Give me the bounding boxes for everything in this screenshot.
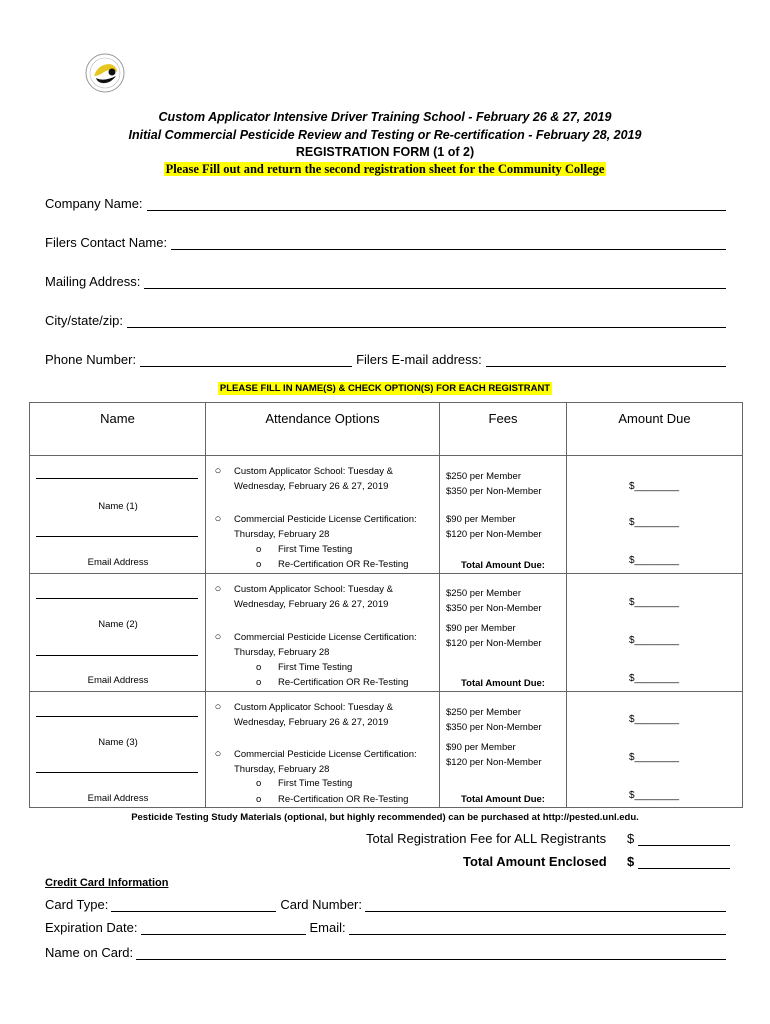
sub-bullet-icon[interactable]: o xyxy=(256,677,262,688)
amount-cell xyxy=(567,574,743,692)
option-pesticide-license[interactable] xyxy=(212,747,440,777)
header-fees xyxy=(440,403,567,456)
option-pesticide-license-text: Commercial Pesticide License Certification: Thursday, February 28 xyxy=(234,749,417,775)
fees-cell xyxy=(440,692,567,808)
suboption-recertification[interactable] xyxy=(256,675,408,690)
name-on-card-label: Name on Card: xyxy=(45,945,134,960)
amount-cell xyxy=(567,692,743,808)
registration-table xyxy=(29,402,743,808)
expiration-email-row xyxy=(45,920,726,935)
fee-member: $250 per Member xyxy=(446,471,521,482)
card-type-label: Card Type: xyxy=(45,897,109,912)
header-name-text: Name xyxy=(100,411,135,426)
table-row xyxy=(30,692,743,808)
total-amount-due-label: Total Amount Due: xyxy=(461,678,545,689)
option-pesticide-license[interactable] xyxy=(212,512,440,542)
filer-contact-field[interactable] xyxy=(45,235,726,250)
name-cell xyxy=(30,692,206,808)
attendance-cell xyxy=(206,456,440,574)
header-line-1: Custom Applicator Intensive Driver Training School - February 26 & 27, 2019 xyxy=(158,110,612,124)
fee-pesticide-license xyxy=(446,513,542,542)
sub-bullet-icon[interactable]: o xyxy=(256,794,262,805)
phone-line[interactable] xyxy=(140,353,352,367)
option-custom-applicator[interactable] xyxy=(212,700,440,730)
fee-member: $90 per Member xyxy=(446,623,516,634)
company-name-line[interactable] xyxy=(147,197,726,211)
radio-circle-icon[interactable]: ○ xyxy=(214,748,222,760)
header-name xyxy=(30,403,206,456)
credit-card-title: Credit Card Information xyxy=(45,877,169,889)
suboption-recertification-text: Re-Certification OR Re-Testing xyxy=(278,677,409,688)
option-custom-applicator-text: Custom Applicator School: Tuesday & Wednesday, February 26 & 27, 2019 xyxy=(234,584,393,610)
table-row xyxy=(30,574,743,692)
amount-field[interactable]: $________ xyxy=(628,517,680,528)
total-registration-fee-field[interactable] xyxy=(627,831,730,846)
mailing-address-line[interactable] xyxy=(144,275,726,289)
suboption-first-time[interactable] xyxy=(256,776,352,791)
total-enclosed-label: Total Amount Enclosed xyxy=(463,854,607,869)
email-caption: Email Address xyxy=(87,793,149,804)
city-state-zip-label: City/state/zip: xyxy=(45,313,124,328)
total-amount-field[interactable]: $________ xyxy=(628,555,680,566)
fee-member: $90 per Member xyxy=(446,514,516,525)
option-custom-applicator-text: Custom Applicator School: Tuesday & Wednesday, February 26 & 27, 2019 xyxy=(234,466,393,492)
radio-circle-icon[interactable]: ○ xyxy=(214,631,222,643)
amount-field[interactable]: $________ xyxy=(628,635,680,646)
amount-field[interactable]: $________ xyxy=(628,597,680,608)
fee-non-member: $120 per Non-Member xyxy=(446,756,542,768)
fee-pesticide-license xyxy=(446,622,542,651)
header-instruction xyxy=(0,162,770,177)
name-on-card-line[interactable] xyxy=(136,946,726,960)
suboption-recertification-text: Re-Certification OR Re-Testing xyxy=(278,794,409,805)
header-amount-due xyxy=(567,403,743,456)
total-registration-fee-label: Total Registration Fee for ALL Registrants xyxy=(366,831,607,846)
study-materials-note: Pesticide Testing Study Materials (optional, but highly recommended) can be purchased at http://pested.unl.edu. xyxy=(131,812,639,823)
email-line[interactable] xyxy=(36,655,198,656)
name-line[interactable] xyxy=(36,716,198,717)
email-caption: Email Address xyxy=(87,675,149,686)
sub-bullet-icon[interactable]: o xyxy=(256,544,262,555)
organization-seal-logo xyxy=(84,52,126,94)
amount-field[interactable]: $________ xyxy=(628,481,680,492)
mailing-address-field[interactable] xyxy=(45,274,726,289)
filer-email-label: Filers E-mail address: xyxy=(356,352,482,367)
name-caption: Name (2) xyxy=(98,619,138,630)
fee-non-member: $350 per Non-Member xyxy=(446,721,542,733)
option-custom-applicator[interactable] xyxy=(212,582,440,612)
option-custom-applicator-text: Custom Applicator School: Tuesday & Wednesday, February 26 & 27, 2019 xyxy=(234,702,393,728)
header-attendance-text: Attendance Options xyxy=(265,411,380,426)
amount-field[interactable]: $________ xyxy=(628,714,680,725)
header-fees-text: Fees xyxy=(488,411,518,426)
option-pesticide-license[interactable] xyxy=(212,630,440,660)
option-custom-applicator[interactable] xyxy=(212,464,440,494)
name-caption: Name (1) xyxy=(98,501,138,512)
phone-label: Phone Number: xyxy=(45,352,137,367)
table-header-row xyxy=(30,403,743,456)
fees-cell xyxy=(440,574,567,692)
company-name-label: Company Name: xyxy=(45,196,143,211)
total-amount-field[interactable]: $________ xyxy=(628,673,680,684)
fee-member: $250 per Member xyxy=(446,588,521,599)
radio-circle-icon[interactable]: ○ xyxy=(214,701,222,713)
card-type-number-row xyxy=(45,897,726,912)
card-email-label: Email: xyxy=(309,920,346,935)
total-amount-due-label: Total Amount Due: xyxy=(461,560,545,571)
attendance-cell xyxy=(206,692,440,808)
card-type-line[interactable] xyxy=(111,898,276,912)
radio-circle-icon[interactable]: ○ xyxy=(214,583,222,595)
email-line[interactable] xyxy=(36,772,198,773)
company-name-field[interactable] xyxy=(45,196,726,211)
suboption-first-time-text: First Time Testing xyxy=(278,662,353,673)
fee-custom-applicator xyxy=(446,706,542,735)
suboption-recertification[interactable] xyxy=(256,792,408,807)
email-caption: Email Address xyxy=(87,557,149,568)
mailing-address-label: Mailing Address: xyxy=(45,274,141,289)
total-amount-due-label: Total Amount Due: xyxy=(461,794,545,805)
expiration-label: Expiration Date: xyxy=(45,920,138,935)
phone-email-field[interactable] xyxy=(45,352,726,367)
option-pesticide-license-text: Commercial Pesticide License Certification: Thursday, February 28 xyxy=(234,514,417,540)
name-cell xyxy=(30,456,206,574)
filer-contact-line[interactable] xyxy=(171,236,726,250)
name-line[interactable] xyxy=(36,598,198,599)
email-line[interactable] xyxy=(36,536,198,537)
total-enclosed-field[interactable] xyxy=(627,854,730,869)
attendance-cell xyxy=(206,574,440,692)
name-line[interactable] xyxy=(36,478,198,479)
fee-member: $90 per Member xyxy=(446,742,516,753)
dollar-sign: $ xyxy=(627,854,635,869)
name-caption: Name (3) xyxy=(98,737,138,748)
suboption-first-time-text: First Time Testing xyxy=(278,778,353,789)
header-instruction-text: Please Fill out and return the second registration sheet for the Community College xyxy=(165,162,605,176)
sub-bullet-icon[interactable]: o xyxy=(256,559,262,570)
fee-custom-applicator xyxy=(446,587,542,616)
suboption-recertification-text: Re-Certification OR Re-Testing xyxy=(278,559,409,570)
total-amount-field[interactable]: $________ xyxy=(628,790,680,801)
card-email-line[interactable] xyxy=(349,921,726,935)
dollar-sign: $ xyxy=(627,831,635,846)
fee-pesticide-license xyxy=(446,741,542,770)
suboption-first-time[interactable] xyxy=(256,660,352,675)
header-amount-due-text: Amount Due xyxy=(618,411,691,426)
amount-field[interactable]: $________ xyxy=(628,752,680,763)
registrant-notice xyxy=(0,383,770,394)
city-state-zip-line[interactable] xyxy=(127,314,726,328)
fees-cell xyxy=(440,456,567,574)
fee-non-member: $120 per Non-Member xyxy=(446,637,542,649)
suboption-first-time-text: First Time Testing xyxy=(278,544,353,555)
fee-custom-applicator xyxy=(446,470,542,499)
filer-email-line[interactable] xyxy=(486,353,726,367)
fee-non-member: $350 per Non-Member xyxy=(446,485,542,497)
option-pesticide-license-text: Commercial Pesticide License Certification: Thursday, February 28 xyxy=(234,632,417,658)
total-registration-fee-line[interactable] xyxy=(638,833,730,846)
header-line-2: Initial Commercial Pesticide Review and Testing or Re-certification - February 28, 2019 xyxy=(128,128,642,142)
radio-circle-icon[interactable]: ○ xyxy=(214,513,222,525)
suboption-recertification[interactable] xyxy=(256,557,408,572)
fee-member: $250 per Member xyxy=(446,707,521,718)
expiration-line[interactable] xyxy=(141,921,306,935)
card-number-line[interactable] xyxy=(365,898,726,912)
form-title: REGISTRATION FORM (1 of 2) xyxy=(295,145,475,159)
card-number-label: Card Number: xyxy=(280,897,362,912)
registrant-notice-text: PLEASE FILL IN NAME(S) & CHECK OPTION(S) FOR EACH REGISTRANT xyxy=(219,383,551,394)
name-cell xyxy=(30,574,206,692)
table-row xyxy=(30,456,743,574)
header-attendance xyxy=(206,403,440,456)
total-enclosed-line[interactable] xyxy=(638,856,730,869)
suboption-first-time[interactable] xyxy=(256,542,352,557)
amount-cell xyxy=(567,456,743,574)
sub-bullet-icon[interactable]: o xyxy=(256,662,262,673)
fee-non-member: $350 per Non-Member xyxy=(446,602,542,614)
radio-circle-icon[interactable]: ○ xyxy=(214,465,222,477)
fee-non-member: $120 per Non-Member xyxy=(446,528,542,540)
sub-bullet-icon[interactable]: o xyxy=(256,778,262,789)
filer-contact-label: Filers Contact Name: xyxy=(45,235,168,250)
name-on-card-row xyxy=(45,945,726,960)
city-state-zip-field[interactable] xyxy=(45,313,726,328)
